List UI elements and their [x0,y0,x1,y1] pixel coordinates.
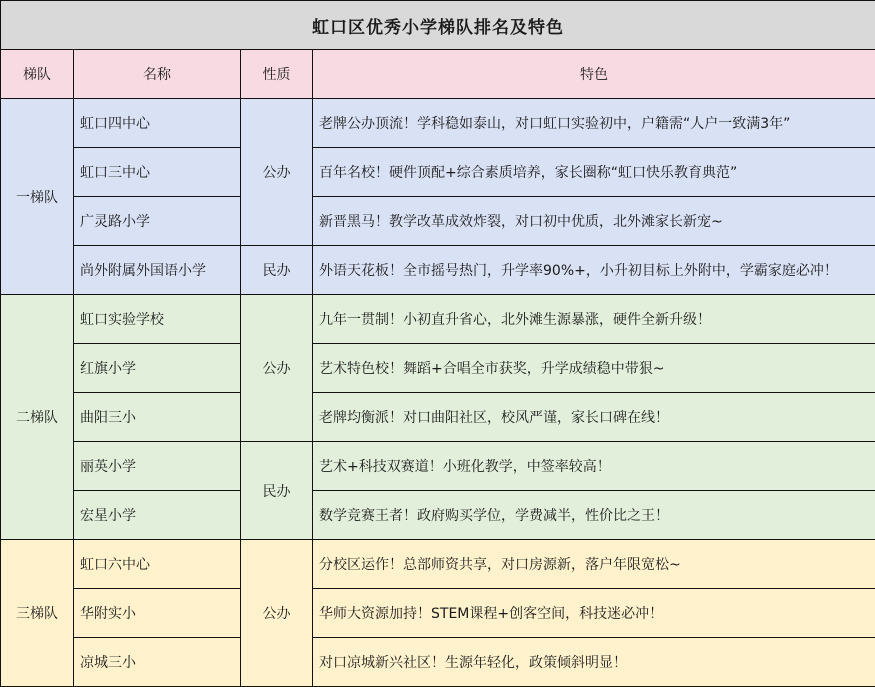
header-feature: 特色 [313,50,875,99]
school-name: 曲阳三小 [74,393,241,442]
tier-label: 一梯队 [1,99,74,295]
school-feature: 分校区运作！总部师资共享，对口房源新，落户年限宽松~ [313,540,875,589]
header-tier: 梯队 [1,50,74,99]
school-feature: 九年一贯制！小初直升省心，北外滩生源暴涨，硬件全新升级！ [313,295,875,344]
table-row [1,540,875,589]
school-feature: 新晋黑马！教学改革成效炸裂，对口初中优质，北外滩家长新宠~ [313,197,875,246]
school-type: 民办 [241,442,313,540]
school-name: 尚外附属外国语小学 [74,246,241,295]
school-name: 虹口四中心 [74,99,241,148]
table-row [1,344,875,393]
school-feature: 数学竞赛王者！政府购买学位，学费减半，性价比之王！ [313,491,875,540]
school-feature: 老牌公办顶流！学科稳如泰山，对口虹口实验初中，户籍需“人户一致满3年” [313,99,875,148]
school-feature: 艺术+科技双赛道！小班化教学，中签率较高！ [313,442,875,491]
school-type: 公办 [241,295,313,442]
school-type: 民办 [241,246,313,295]
school-name: 虹口三中心 [74,148,241,197]
school-name: 凉城三小 [74,638,241,687]
table-row [1,246,875,295]
school-feature: 老牌均衡派！对口曲阳社区，校风严谨，家长口碑在线！ [313,393,875,442]
table-title: 虹口区优秀小学梯队排名及特色 [1,1,875,50]
table-row [1,393,875,442]
school-name: 虹口六中心 [74,540,241,589]
school-name: 华附实小 [74,589,241,638]
header-row [1,50,875,99]
table-row [1,197,875,246]
table-row [1,442,875,491]
header-type: 性质 [241,50,313,99]
table-row [1,589,875,638]
tier-label: 三梯队 [1,540,74,687]
tier-label: 二梯队 [1,295,74,540]
school-name: 丽英小学 [74,442,241,491]
table-row [1,491,875,540]
school-feature: 华师大资源加持！STEM课程+创客空间，科技迷必冲！ [313,589,875,638]
table-row [1,295,875,344]
school-feature: 外语天花板！全市摇号热门，升学率90%+，小升初目标上外附中，学霸家庭必冲！ [313,246,875,295]
school-name: 广灵路小学 [74,197,241,246]
school-name: 红旗小学 [74,344,241,393]
header-name: 名称 [74,50,241,99]
school-name: 宏星小学 [74,491,241,540]
school-type: 公办 [241,540,313,687]
school-feature: 对口凉城新兴社区！生源年轻化，政策倾斜明显！ [313,638,875,687]
table-row [1,99,875,148]
school-type: 公办 [241,99,313,246]
school-feature: 艺术特色校！舞蹈+合唱全市获奖，升学成绩稳中带狠~ [313,344,875,393]
school-name: 虹口实验学校 [74,295,241,344]
table-row [1,638,875,687]
school-feature: 百年名校！硬件顶配+综合素质培养，家长圈称“虹口快乐教育典范” [313,148,875,197]
table-row [1,148,875,197]
title-row [1,1,875,50]
